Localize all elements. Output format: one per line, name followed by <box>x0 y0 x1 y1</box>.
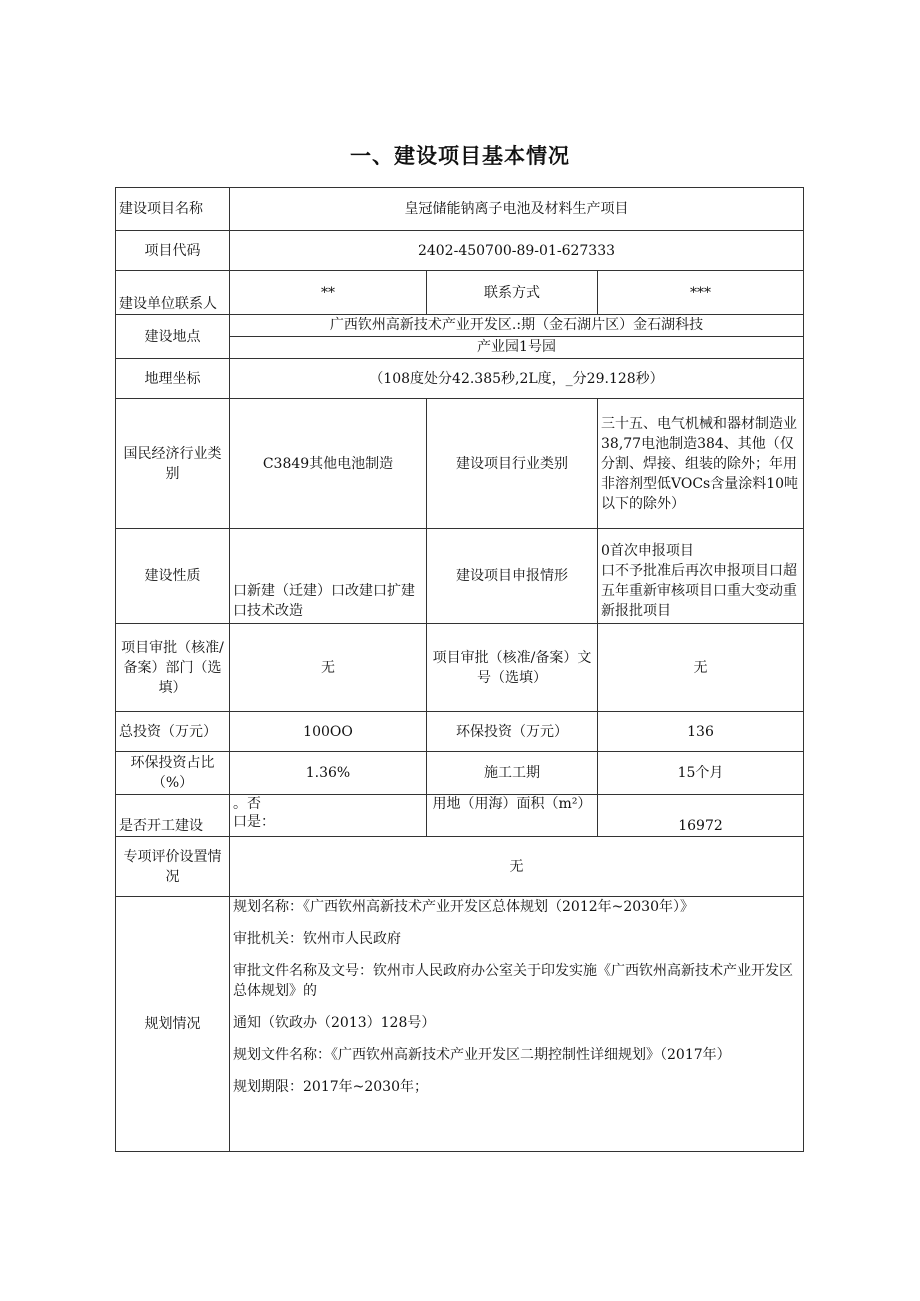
value-project-code: 2402-450700-89-01-627333 <box>230 231 804 271</box>
label-total-investment: 总投资（万元） <box>116 712 230 752</box>
planning-line: 审批机关：钦州市人民政府 <box>233 931 401 947</box>
planning-line: 规划名称：《广西钦州高新技术产业开发区总体规划（2012年~2030年）》 <box>233 899 694 915</box>
value-special-assessment: 无 <box>230 837 804 897</box>
option-yes: 口是： <box>233 814 275 830</box>
label-planning: 规划情况 <box>116 897 230 1152</box>
value-env-ratio: 1.36% <box>230 752 427 795</box>
value-total-investment: 100OO <box>230 712 427 752</box>
value-filing-type-first: 0首次申报项目 <box>601 543 694 559</box>
label-industry: 国民经济行业类别 <box>116 399 230 529</box>
value-construction-period: 15个月 <box>598 752 804 795</box>
label-project-code: 项目代码 <box>116 231 230 271</box>
value-contact-method: *** <box>598 271 804 315</box>
value-location-line1: 广西钦州高新技术产业开发区.:期（金石湖片区）金石湖科技 <box>329 317 704 333</box>
label-special-assessment: 专项评价设置情况 <box>116 837 230 897</box>
value-env-investment: 136 <box>598 712 804 752</box>
value-industry: C3849其他电池制造 <box>230 399 427 529</box>
label-coords: 地理坐标 <box>116 359 230 399</box>
project-info-table <box>115 187 804 1152</box>
label-contact-method: 联系方式 <box>427 271 598 315</box>
row-nature <box>116 529 804 624</box>
value-approval-number: 无 <box>598 624 804 712</box>
page-title: 一、建设项目基本情况 <box>350 144 570 168</box>
planning-line: 规划期限：2017年~2030年； <box>233 1079 428 1095</box>
label-contact: 建设单位联系人 <box>116 271 230 315</box>
row-contact <box>116 271 804 315</box>
value-location-line2: 产业园1号园 <box>230 336 803 358</box>
value-land-area: 16972 <box>598 795 804 837</box>
value-approval-dept: 无 <box>230 624 427 712</box>
label-approval-dept: 项目审批（核准/备案）部门（选填） <box>116 624 230 712</box>
row-started <box>116 795 804 837</box>
label-env-ratio: 环保投资占比（%） <box>116 752 230 795</box>
row-project-name <box>116 188 804 231</box>
planning-line: 审批文件名称及文号：钦州市人民政府办公室关于印发实施《广西钦州高新技术产业开发区总体规划》的 <box>233 963 793 999</box>
value-contact: ** <box>230 271 427 315</box>
label-started: 是否开工建设 <box>116 795 230 837</box>
value-project-name: 皇冠储能钠离子电池及材料生产项目 <box>230 188 804 231</box>
label-env-investment: 环保投资（万元） <box>427 712 598 752</box>
row-location <box>116 315 804 359</box>
row-approval <box>116 624 804 712</box>
planning-line: 规划文件名称：《广西钦州高新技术产业开发区二期控制性详细规划》（2017年） <box>233 1047 731 1063</box>
row-industry <box>116 399 804 529</box>
value-project-category: 三十五、电气机械和器材制造业38,77电池制造384、其他（仅分割、焊接、组装的除外；年用非溶剂型低VOCs含量涂料10吨以下的除外） <box>598 399 804 529</box>
label-construction-period: 施工工期 <box>427 752 598 795</box>
label-nature: 建设性质 <box>116 529 230 624</box>
planning-line: 通知（钦政办（2013）128号） <box>233 1015 436 1031</box>
label-land-area: 用地（用海）面积（m²） <box>427 795 598 837</box>
label-project-name: 建设项目名称 <box>116 188 230 231</box>
row-investment <box>116 712 804 752</box>
row-project-code <box>116 231 804 271</box>
row-ratio <box>116 752 804 795</box>
label-filing-type: 建设项目申报情形 <box>427 529 598 624</box>
value-coords: （108度处分42.385秒,2L度，_分29.128秒） <box>230 359 804 399</box>
option-no: 。否 <box>233 796 261 812</box>
label-location: 建设地点 <box>116 315 230 359</box>
row-planning <box>116 897 804 1152</box>
value-filing-type-other: 口不予批准后再次申报项目口超五年重新审核项目口重大变动重新报批项目 <box>601 563 797 619</box>
label-approval-number: 项目审批（核准/备案）文号（选填） <box>427 624 598 712</box>
value-nature: 口新建（迁建）口改建口扩建口技术改造 <box>230 529 427 624</box>
label-project-category: 建设项目行业类别 <box>427 399 598 529</box>
row-special <box>116 837 804 897</box>
row-coords <box>116 359 804 399</box>
